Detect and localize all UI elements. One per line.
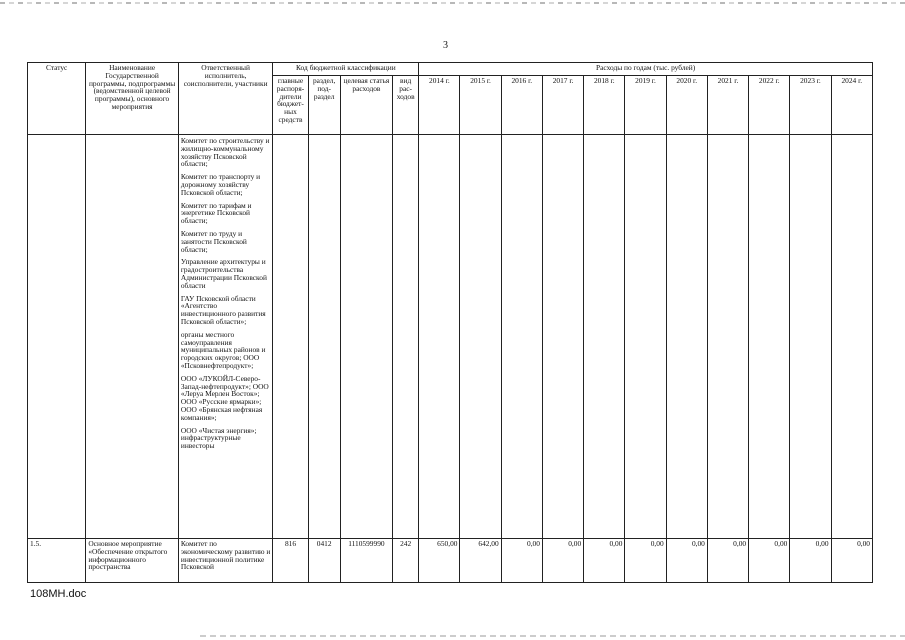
header-year: 2022 г.	[749, 76, 790, 135]
row-name: Основное мероприятие «Обеспечение открытого информационного пространства	[86, 539, 179, 583]
footer-filename: 108МН.doc	[30, 588, 87, 600]
executor-item: Комитет по транспорту и дорожному хозяйству Псковской области;	[180, 172, 261, 197]
executor-item: органы местного самоуправления муниципальных районов и городских округов; ООО «Псковнефтепродукт»;	[180, 329, 266, 370]
row-value: 0,00	[542, 539, 583, 583]
row-expense-type: 242	[393, 539, 419, 583]
empty-cell	[584, 135, 625, 539]
row-value: 0,00	[831, 539, 872, 583]
empty-cell	[308, 135, 340, 539]
row-value: 0,00	[666, 539, 707, 583]
header-target-article: целевая статья расходов	[340, 76, 392, 135]
row-responsible: Комитет по экономическому развитию и инвестиционной политике Псковской	[178, 539, 273, 583]
row-value: 0,00	[501, 539, 542, 583]
empty-cell	[273, 135, 308, 539]
header-status: Статус	[28, 63, 86, 135]
row-main-manager: 816	[273, 539, 308, 583]
empty-cell	[831, 135, 872, 539]
scan-artifact-bottom	[200, 635, 905, 637]
header-budget-code: Код бюджетной классификации	[273, 63, 419, 76]
status-cell-empty	[28, 135, 86, 539]
executors-cell	[178, 135, 273, 539]
empty-cell	[419, 135, 460, 539]
row-value: 650,00	[419, 539, 460, 583]
empty-cell	[501, 135, 542, 539]
table-row-continued	[28, 135, 873, 539]
header-row-1	[28, 63, 873, 76]
executor-item: Комитет по тарифам и энергетике Псковской области;	[180, 200, 252, 226]
executor-item: Управление архитектуры и градостроительства Администрации Псковской области	[180, 257, 267, 290]
empty-cell	[542, 135, 583, 539]
empty-cell	[393, 135, 419, 539]
header-year: 2020 г.	[666, 76, 707, 135]
executor-item: ООО «ЛУКОЙЛ-Северо-Запад-нефтепродукт»; ООО «Леруа Мерлен Восток»; ООО «Русские ярмарки»; ООО «Брянская нефтяная компания»;	[180, 373, 269, 422]
empty-cell	[707, 135, 748, 539]
row-value: 0,00	[749, 539, 790, 583]
header-year: 2021 г.	[707, 76, 748, 135]
table-row-1-5	[28, 539, 873, 583]
header-year: 2023 г.	[790, 76, 831, 135]
header-name: Наименование Государственной программы, подпрограммы (ведомственной целевой программы), основного мероприятия	[86, 63, 179, 135]
budget-table	[27, 62, 873, 583]
empty-cell	[625, 135, 666, 539]
header-section: раздел, под-раздел	[308, 76, 340, 135]
empty-cell	[460, 135, 501, 539]
header-main-manager: главные распоря-дители бюджет-ных средств	[273, 76, 308, 135]
header-expense-type: вид рас-ходов	[393, 76, 419, 135]
header-year: 2014 г.	[419, 76, 460, 135]
executor-item: ГАУ Псковской области «Агентство инвестиционного развития Псковской области»;	[180, 293, 266, 326]
name-cell-empty	[86, 135, 179, 539]
header-year: 2017 г.	[542, 76, 583, 135]
row-section: 0412	[308, 539, 340, 583]
row-status: 1.5.	[28, 539, 86, 583]
scan-artifact-top	[0, 2, 905, 4]
header-expenses: Расходы по годам (тыс. рублей)	[419, 63, 873, 76]
header-year: 2016 г.	[501, 76, 542, 135]
header-year: 2024 г.	[831, 76, 872, 135]
row-value: 0,00	[707, 539, 748, 583]
executor-item: Комитет по строительству и жилищно-коммунальному хозяйству Псковской области;	[180, 136, 270, 169]
header-year: 2019 г.	[625, 76, 666, 135]
row-value: 0,00	[584, 539, 625, 583]
header-year: 2018 г.	[584, 76, 625, 135]
row-value: 642,00	[460, 539, 501, 583]
header-responsible: Ответственный исполнитель, соисполнители, участники	[178, 63, 273, 135]
row-value: 0,00	[625, 539, 666, 583]
executor-item: Комитет по труду и занятости Псковской области;	[180, 228, 247, 254]
empty-cell	[340, 135, 392, 539]
empty-cell	[790, 135, 831, 539]
page-number: 3	[443, 40, 448, 51]
empty-cell	[749, 135, 790, 539]
row-target-article: 1110599990	[340, 539, 392, 583]
row-value: 0,00	[790, 539, 831, 583]
executor-item: ООО «Чистая энергия»; инфраструктурные инвесторы	[180, 425, 257, 451]
empty-cell	[666, 135, 707, 539]
header-year: 2015 г.	[460, 76, 501, 135]
